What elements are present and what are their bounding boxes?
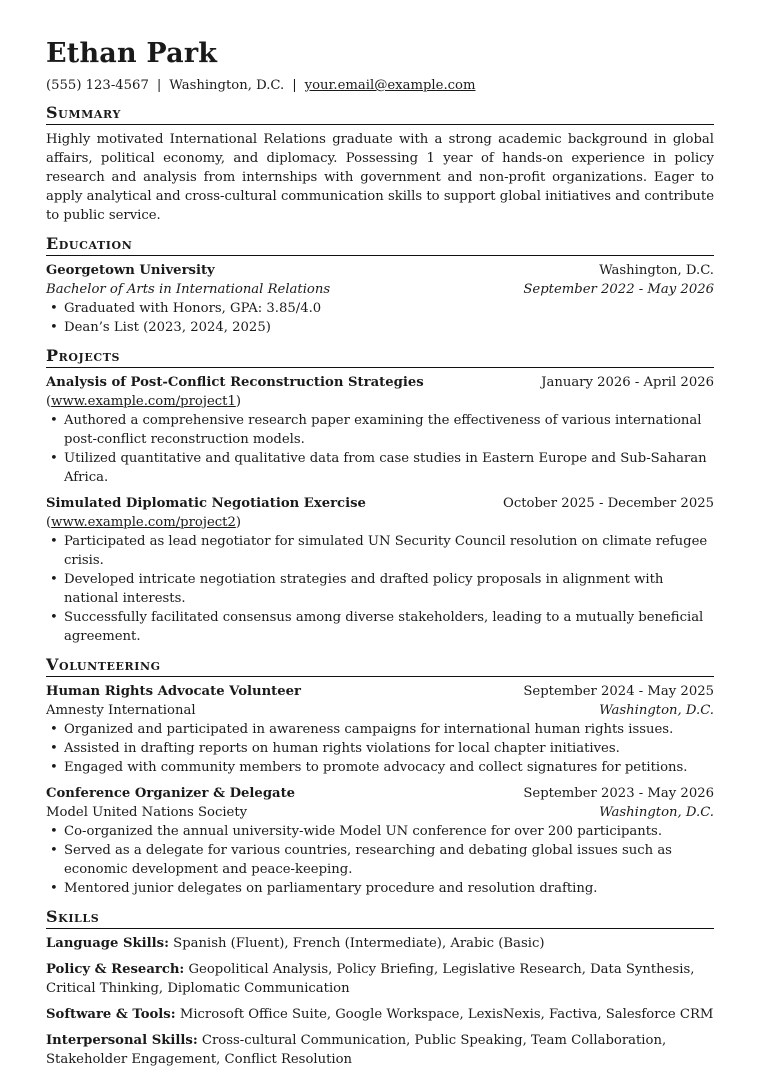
skill-label: Software & Tools: (46, 1007, 176, 1022)
volunteer-org: Amnesty International (46, 703, 196, 718)
volunteer-role: Conference Organizer & Delegate (46, 786, 296, 801)
volunteer-dates: September 2024 - May 2025 (523, 684, 714, 699)
degree-name: Bachelor of Arts in International Relations (46, 282, 331, 297)
section-title-projects: Projects (46, 346, 714, 368)
volunteer-org: Model United Nations Society (46, 805, 248, 820)
list-item: • Utilized quantitative and qualitative data from case studies in Eastern Europe and Sub-Saharan Africa. (46, 449, 714, 487)
candidate-name: Ethan Park (46, 38, 218, 69)
project-name: Analysis of Post-Conflict Reconstruction Strategies (46, 375, 424, 390)
section-title-volunteering: Volunteering (46, 655, 714, 677)
skill-value: Microsoft Office Suite, Google Workspace, LexisNexis, Factiva, Salesforce CRM (179, 1007, 714, 1022)
list-item: • Developed intricate negotiation strategies and drafted policy proposals in alignment with national interests. (46, 570, 714, 608)
skill-label: Interpersonal Skills: (46, 1033, 198, 1048)
volunteer-role: Human Rights Advocate Volunteer (46, 684, 301, 699)
section-title-skills: Skills (46, 907, 714, 929)
skill-value: Geopolitical Analysis, Policy Briefing, Legislative Research, Data Synthesis, Critical Thinking, Diplomatic Communication (46, 962, 695, 996)
list-item: • Co-organized the annual university-wide Model UN conference for over 200 participants. (46, 822, 714, 841)
project-link[interactable]: www.example.com/project2 (51, 515, 236, 530)
project-entry (46, 494, 714, 646)
skill-line (46, 934, 714, 953)
contact-separator: | (292, 78, 297, 93)
volunteer-header (46, 784, 714, 803)
list-item: • Engaged with community members to promote advocacy and collect signatures for petitions. (46, 758, 714, 777)
list-item: • Organized and participated in awareness campaigns for international human rights issues. (46, 720, 714, 739)
project-header: January 2026 - April 2026 Analysis of Post-Conflict Reconstruction Strategies (www.example.com/project1) (46, 375, 714, 409)
list-item: • Participated as lead negotiator for simulated UN Security Council resolution on climate refugee crisis. (46, 532, 714, 570)
school-name: Georgetown University (46, 263, 215, 278)
volunteering-section (46, 655, 714, 898)
list-item: • Successfully facilitated consensus among diverse stakeholders, leading to a mutually beneficial agreement. (46, 608, 714, 646)
education-header (46, 261, 714, 280)
volunteer-entry (46, 784, 714, 898)
projects-section (46, 346, 714, 646)
project-dates: January 2026 - April 2026 (541, 375, 714, 390)
project-name: Simulated Diplomatic Negotiation Exercise (46, 496, 366, 511)
list-item: • Served as a delegate for various countries, researching and debating global issues such as economic development and peace-keeping. (46, 841, 714, 879)
volunteer-entry (46, 682, 714, 777)
section-title-summary: Summary (46, 103, 714, 125)
skill-value: Spanish (Fluent), French (Intermediate), Arabic (Basic) (173, 936, 545, 951)
volunteer-org-row (46, 701, 714, 720)
volunteer-location: Washington, D.C. (599, 805, 714, 820)
skills-section (46, 907, 714, 1069)
skill-line (46, 960, 714, 998)
volunteer-bullets (46, 822, 714, 898)
project-header: October 2025 - December 2025 Simulated Diplomatic Negotiation Exercise (www.example.com/project2) (46, 496, 714, 530)
skill-label: Language Skills: (46, 936, 169, 951)
section-title-education: Education (46, 234, 714, 256)
volunteer-dates: September 2023 - May 2026 (523, 786, 714, 801)
list-item: • Assisted in drafting reports on human rights violations for local chapter initiatives. (46, 739, 714, 758)
location-text: Washington, D.C. (169, 78, 285, 93)
project-bullets (46, 532, 714, 646)
contact-separator: | (156, 78, 162, 93)
volunteer-bullets (46, 720, 714, 777)
summary-text: Highly motivated International Relations graduate with a strong academic background in global affairs, political economy, and diplomacy. Possessing 1 year of hands-on experience in policy research and analysis from internships with government and non-profit organizations. Eager to apply analytical and cross-cultural communication skills to support global initiatives and contribute to public service. (46, 132, 714, 223)
list-item: • Graduated with Honors, GPA: 3.85/4.0 (46, 299, 714, 318)
phone-number: (555) 123-4567 (46, 78, 149, 93)
education-section (46, 234, 714, 337)
list-item: • Dean’s List (2023, 2024, 2025) (46, 318, 714, 337)
skill-value: Cross-cultural Communication, Public Speaking, Team Collaboration, Stakeholder Engagement, Conflict Resolution (46, 1033, 667, 1067)
degree-row (46, 280, 714, 299)
skill-line (46, 1031, 714, 1069)
volunteer-org-row (46, 803, 714, 822)
list-item: • Authored a comprehensive research paper examining the effectiveness of various international post-conflict reconstruction models. (46, 411, 714, 449)
list-item: • Mentored junior delegates on parliamentary procedure and resolution drafting. (46, 879, 714, 898)
education-dates: September 2022 - May 2026 (523, 282, 714, 297)
project-dates: October 2025 - December 2025 (503, 496, 714, 511)
project-entry (46, 373, 714, 487)
school-location: Washington, D.C. (599, 263, 714, 278)
education-bullets (46, 299, 714, 337)
skill-line (46, 1005, 714, 1024)
volunteer-location: Washington, D.C. (599, 703, 714, 718)
contact-line (46, 76, 714, 95)
volunteer-header (46, 682, 714, 701)
summary-section (46, 103, 714, 225)
email-link[interactable]: your.email@example.com (304, 78, 476, 93)
project-bullets (46, 411, 714, 487)
project-link[interactable]: www.example.com/project1 (51, 394, 236, 409)
skill-label: Policy & Research: (46, 962, 185, 977)
